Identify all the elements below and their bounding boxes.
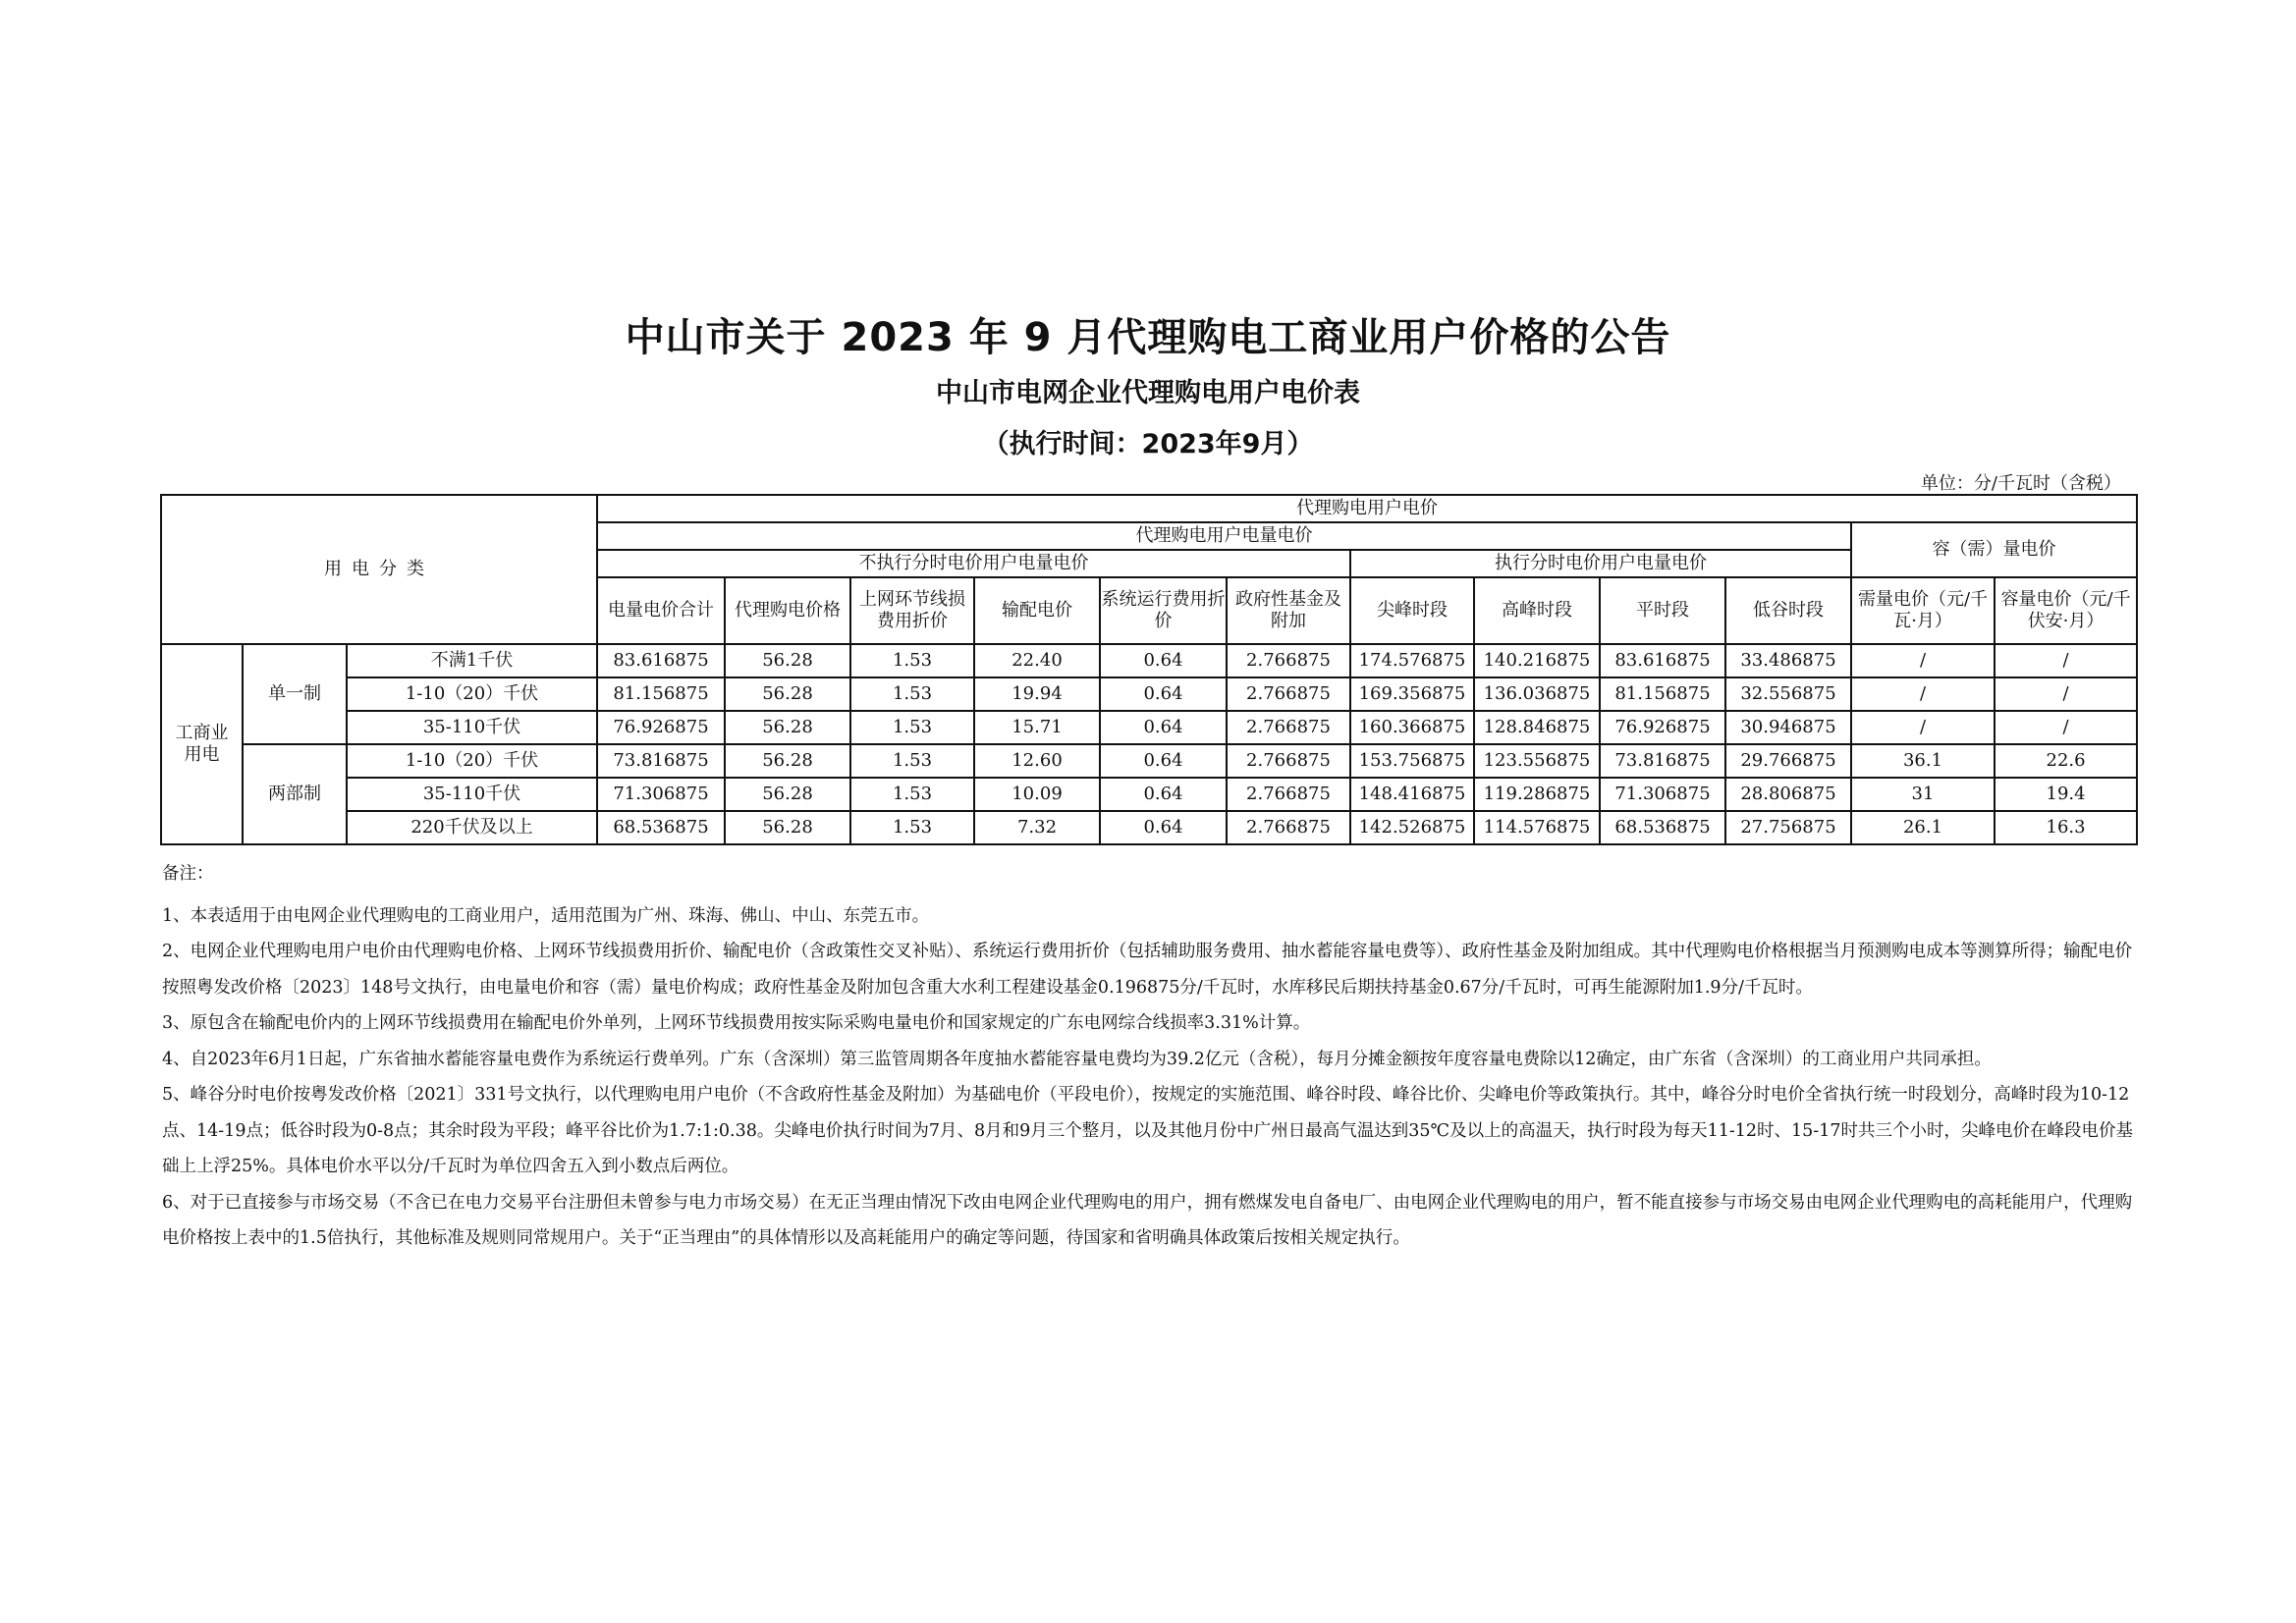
value-cell: 1.53 [850,811,974,844]
unit-label: 单位：分/千瓦时（含税） [1920,473,2121,494]
value-cell: / [1851,711,1995,744]
value-cell: 0.64 [1100,677,1227,711]
value-cell: 1.53 [850,677,974,711]
col-valley: 低谷时段 [1725,577,1851,644]
value-cell: 76.926875 [1600,711,1725,744]
value-cell: 28.806875 [1725,778,1851,811]
value-cell: 56.28 [725,811,850,844]
col-capacity: 容量电价（元/千伏安·月） [1995,577,2137,644]
value-cell: / [1995,677,2137,711]
col-agency: 代理购电价格 [725,577,850,644]
value-cell: 83.616875 [597,644,725,677]
value-cell: 119.286875 [1474,778,1600,811]
value-cell: / [1995,644,2137,677]
note-item: 1、本表适用于由电网企业代理购电的工商业用户，适用范围为广州、珠海、佛山、中山、东莞五市。 [162,905,930,926]
note-item: 5、峰谷分时电价按粤发改价格〔2021〕331号文执行，以代理购电用户电价（不含政府性基金及附加）为基础电价（平段电价），按规定的实施范围、峰谷时段、峰谷比价、尖峰电价等政策执行。其中，峰谷分时电价全省执行统一时段划分，高峰时段为10-12点、14-19点；低谷时段为0-8点；其余时段为平段；峰平谷比价为1.7:1:0.38。尖峰电价执行时间为7月、8月和9月三个整月，以及其他月份中广州日最高气温达到35℃及以上的高温天，执行时段为每天11-12时、15-17时共三个小时，尖峰电价在峰段电价基础上上浮25%。具体电价水平以分/千瓦时为单位四舍五入到小数点后两位。 [162,1085,2133,1176]
voltage-cell: 35-110千伏 [347,778,597,811]
value-cell: 114.576875 [1474,811,1600,844]
value-cell: 2.766875 [1227,677,1350,711]
table-row [161,811,2137,844]
col-flat: 平时段 [1600,577,1725,644]
note-item: 6、对于已直接参与市场交易（不含已在电力交易平台注册但未曾参与电力市场交易）在无正当理由情况下改由电网企业代理购电的用户，拥有燃煤发电自备电厂、由电网企业代理购电的用户，暂不能直接参与市场交易由电网企业代理购电的高耗能用户，代理购电价格按上表中的1.5倍执行，其他标准及规则同常规用户。关于“正当理由”的具体情形以及高耗能用户的确定等问题，待国家和省明确具体政策后按相关规定执行。 [162,1192,2133,1248]
value-cell: 1.53 [850,644,974,677]
value-cell: 56.28 [725,711,850,744]
col-gov-fund: 政府性基金及附加 [1227,577,1350,644]
price-table [160,494,2138,845]
value-cell: 32.556875 [1725,677,1851,711]
value-cell: 83.616875 [1600,644,1725,677]
document-title: 中山市关于 2023 年 9 月代理购电工商业用户价格的公告 [625,315,1671,360]
value-cell: 81.156875 [1600,677,1725,711]
note-item: 2、电网企业代理购电用户电价由代理购电价格、上网环节线损费用折价、输配电价（含政策性交叉补贴）、系统运行费用折价（包括辅助服务费用、抽水蓄能容量电费等）、政府性基金及附加组成。其中代理购电价格根据当月预测购电成本等测算所得；输配电价按照粤发改价格〔2023〕148号文执行，由电量电价和容（需）量电价构成；政府性基金及附加包含重大水利工程建设基金0.196875分/千瓦时，水库移民后期扶持基金0.67分/千瓦时，可再生能源附加1.9分/千瓦时。 [162,942,2133,998]
voltage-cell: 1-10（20）千伏 [347,744,597,778]
value-cell: / [1995,711,2137,744]
header-category: 用电分类 [161,495,597,644]
value-cell: 0.64 [1100,744,1227,778]
notes-section [162,856,2141,1257]
col-sharp-peak: 尖峰时段 [1350,577,1474,644]
col-transmission: 输配电价 [974,577,1100,644]
value-cell: 22.40 [974,644,1100,677]
header-energy-price: 代理购电用户电量电价 [597,522,1851,550]
value-cell: 128.846875 [1474,711,1600,744]
value-cell: 142.526875 [1350,811,1474,844]
voltage-cell: 35-110千伏 [347,711,597,744]
value-cell: 169.356875 [1350,677,1474,711]
value-cell: 0.64 [1100,811,1227,844]
group-label: 工商业用电 [161,644,243,844]
value-cell: 148.416875 [1350,778,1474,811]
header-capacity-price: 容（需）量电价 [1851,522,2137,577]
col-total: 电量电价合计 [597,577,725,644]
value-cell: 2.766875 [1227,711,1350,744]
value-cell: / [1851,644,1995,677]
table-row [161,778,2137,811]
execution-period: （执行时间：2023年9月） [982,429,1314,460]
col-demand: 需量电价（元/千瓦·月） [1851,577,1995,644]
value-cell: 160.366875 [1350,711,1474,744]
value-cell: 36.1 [1851,744,1995,778]
value-cell: / [1851,677,1995,711]
value-cell: 30.946875 [1725,711,1851,744]
value-cell: 153.756875 [1350,744,1474,778]
value-cell: 73.816875 [1600,744,1725,778]
value-cell: 29.766875 [1725,744,1851,778]
value-cell: 0.64 [1100,644,1227,677]
voltage-cell: 220千伏及以上 [347,811,597,844]
value-cell: 76.926875 [597,711,725,744]
voltage-cell: 1-10（20）千伏 [347,677,597,711]
value-cell: 19.4 [1995,778,2137,811]
value-cell: 56.28 [725,744,850,778]
subgroup-single: 单一制 [243,644,347,744]
value-cell: 73.816875 [597,744,725,778]
value-cell: 68.536875 [1600,811,1725,844]
header-non-tou: 不执行分时电价用户电量电价 [597,550,1350,577]
value-cell: 10.09 [974,778,1100,811]
table-subtitle: 中山市电网企业代理购电用户电价表 [936,378,1360,408]
value-cell: 33.486875 [1725,644,1851,677]
value-cell: 56.28 [725,677,850,711]
value-cell: 68.536875 [597,811,725,844]
header-agency-price: 代理购电用户电价 [597,495,2137,522]
note-item: 4、自2023年6月1日起，广东省抽水蓄能容量电费作为系统运行费单列。广东（含深圳）第三监管周期各年度抽水蓄能容量电费均为39.2亿元（含税），每月分摊金额按年度容量电费除以12确定，由广东省（含深圳）的工商业用户共同承担。 [162,1049,1992,1069]
value-cell: 15.71 [974,711,1100,744]
col-peak: 高峰时段 [1474,577,1600,644]
value-cell: 1.53 [850,711,974,744]
note-item: 3、原包含在输配电价内的上网环节线损费用在输配电价外单列，上网环节线损费用按实际采购电量电价和国家规定的广东电网综合线损率3.31%计算。 [162,1013,1311,1033]
value-cell: 0.64 [1100,778,1227,811]
value-cell: 1.53 [850,778,974,811]
value-cell: 2.766875 [1227,778,1350,811]
value-cell: 81.156875 [597,677,725,711]
value-cell: 71.306875 [597,778,725,811]
subgroup-two-part: 两部制 [243,744,347,844]
value-cell: 2.766875 [1227,811,1350,844]
table-row [161,644,2137,677]
col-system-op: 系统运行费用折价 [1100,577,1227,644]
header-tou: 执行分时电价用户电量电价 [1350,550,1851,577]
value-cell: 19.94 [974,677,1100,711]
value-cell: 0.64 [1100,711,1227,744]
value-cell: 2.766875 [1227,744,1350,778]
value-cell: 140.216875 [1474,644,1600,677]
value-cell: 26.1 [1851,811,1995,844]
value-cell: 1.53 [850,744,974,778]
value-cell: 27.756875 [1725,811,1851,844]
value-cell: 136.036875 [1474,677,1600,711]
value-cell: 56.28 [725,778,850,811]
value-cell: 71.306875 [1600,778,1725,811]
col-line-loss: 上网环节线损费用折价 [850,577,974,644]
value-cell: 174.576875 [1350,644,1474,677]
value-cell: 123.556875 [1474,744,1600,778]
voltage-cell: 不满1千伏 [347,644,597,677]
value-cell: 31 [1851,778,1995,811]
table-row [161,744,2137,778]
value-cell: 12.60 [974,744,1100,778]
table-row [161,677,2137,711]
value-cell: 22.6 [1995,744,2137,778]
value-cell: 7.32 [974,811,1100,844]
value-cell: 16.3 [1995,811,2137,844]
value-cell: 2.766875 [1227,644,1350,677]
table-row [161,711,2137,744]
value-cell: 56.28 [725,644,850,677]
notes-label: 备注： [162,864,214,884]
